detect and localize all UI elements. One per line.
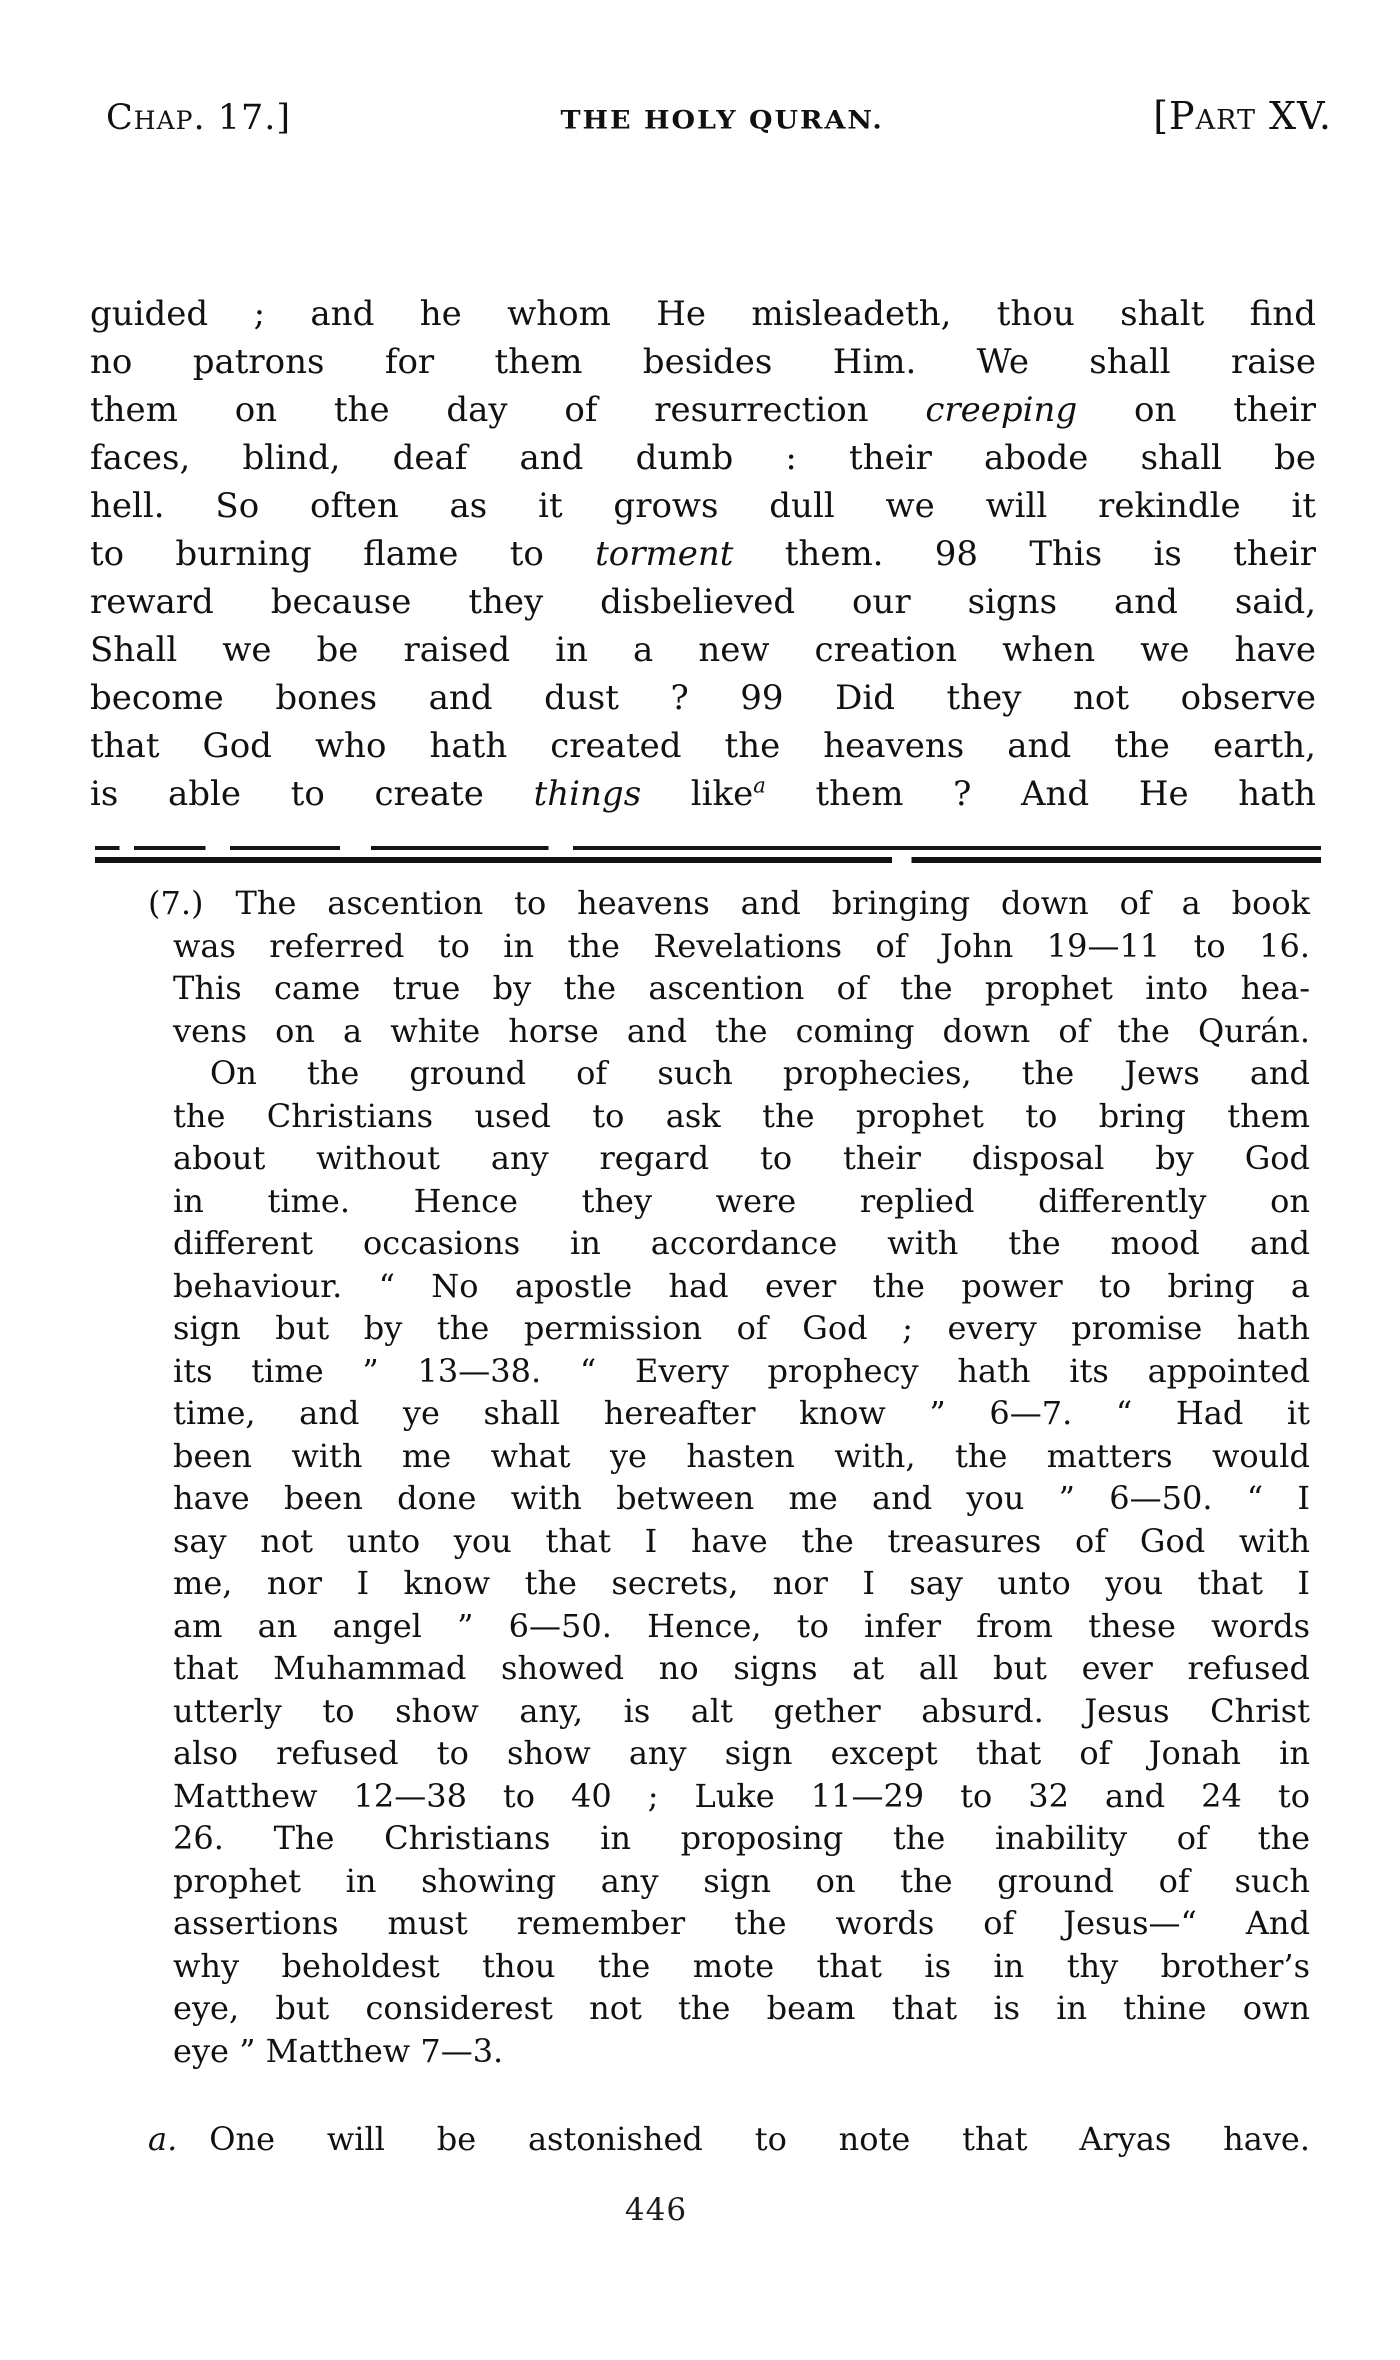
text-line: behaviour. “ No apostle had ever the power to bring a bbox=[173, 1266, 1310, 1305]
text-line: This came true by the ascention of the prophet into hea- bbox=[173, 969, 1310, 1007]
text-line: was referred to in the Revelations of John 19—11 to 16. bbox=[173, 926, 1310, 965]
text-line: that God who hath created the heavens and the earth, bbox=[90, 726, 1316, 766]
chapter-label: Chap. 17.] bbox=[106, 98, 292, 138]
text-line: in time. Hence they were replied differently on bbox=[173, 1181, 1310, 1220]
book-title: THE HOLY QURAN. bbox=[560, 106, 884, 135]
text-line: a. One will be astonished to note that Aryas have. bbox=[148, 2120, 1310, 2158]
text-line: is able to create things like$^a$ them ? And He hath bbox=[90, 772, 1317, 814]
page-number: 446 bbox=[624, 2192, 688, 2228]
footnote-a bbox=[148, 2118, 1310, 2160]
scripture-paragraph bbox=[90, 290, 1316, 818]
text-line: sign but by the permission of God ; every promise hath bbox=[173, 1309, 1310, 1347]
text-line: me, nor I know the secrets, nor I say unto you that I bbox=[173, 1564, 1310, 1602]
separator-double-rule bbox=[95, 846, 1321, 863]
text-line: say not unto you that I have the treasures of God with bbox=[173, 1521, 1310, 1560]
page-header bbox=[106, 94, 1332, 138]
text-line: its time ” 13—38. “ Every prophecy hath its appointed bbox=[173, 1351, 1310, 1390]
text-line: hell. So often as it grows dull we will rekindle it bbox=[90, 486, 1316, 526]
text-line: 26. The Christians in proposing the inability of the bbox=[173, 1819, 1310, 1857]
text-line: why beholdest thou the mote that is in thy brother’s bbox=[173, 1946, 1310, 1985]
text-line: am an angel ” 6—50. Hence, to infer from these words bbox=[173, 1606, 1310, 1645]
text-line: prophet in showing any sign on the ground of such bbox=[173, 1861, 1310, 1900]
text-line: time, and ye shall hereafter know ” 6—7. “ Had it bbox=[173, 1394, 1310, 1432]
text-line: assertions must remember the words of Jesus—“ And bbox=[173, 1904, 1310, 1942]
text-line: different occasions in accordance with the mood and bbox=[173, 1224, 1310, 1262]
text-line: that Muhammad showed no signs at all but ever refused bbox=[173, 1649, 1310, 1687]
text-line: On the ground of such prophecies, the Jews and bbox=[210, 1054, 1310, 1092]
text-line: Shall we be raised in a new creation when we have bbox=[90, 630, 1316, 670]
text-line: utterly to show any, is alt gether absurd. Jesus Christ bbox=[173, 1691, 1310, 1730]
separator-rule-top bbox=[95, 846, 1321, 850]
text-line: become bones and dust ? 99 Did they not observe bbox=[90, 678, 1316, 718]
text-line: been with me what ye hasten with, the matters would bbox=[173, 1436, 1310, 1475]
text-line: eye, but considerest not the beam that is in thine own bbox=[173, 1989, 1310, 2027]
text-line: eye ” Matthew 7—3. bbox=[173, 2031, 504, 2070]
text-line: to burning flame to torment them. 98 This is their bbox=[90, 534, 1316, 574]
text-line: faces, blind, deaf and dumb : their abode shall be bbox=[90, 438, 1316, 478]
text-line: them on the day of resurrection creeping on their bbox=[90, 390, 1316, 430]
part-label: [Part XV. bbox=[1153, 94, 1332, 138]
text-line: no patrons for them besides Him. We shall raise bbox=[90, 342, 1316, 382]
text-line: Matthew 12—38 to 40 ; Luke 11—29 to 32 and 24 to bbox=[173, 1776, 1310, 1815]
text-line: the Christians used to ask the prophet to bring them bbox=[173, 1096, 1310, 1135]
text-line: guided ; and he whom He misleadeth, thou shalt find bbox=[90, 294, 1316, 334]
text-line: (7.) The ascention to heavens and bringing down of a book bbox=[148, 884, 1310, 922]
text-line: also refused to show any sign except that of Jonah in bbox=[173, 1734, 1310, 1772]
text-line: about without any regard to their disposal by God bbox=[173, 1139, 1310, 1177]
footnote-7 bbox=[148, 882, 1310, 2072]
text-line: have been done with between me and you ” 6—50. “ I bbox=[173, 1479, 1310, 1517]
text-line: reward because they disbelieved our signs and said, bbox=[90, 582, 1316, 622]
text-line: vens on a white horse and the coming down of the Qurán. bbox=[173, 1011, 1310, 1050]
separator-rule-bottom bbox=[95, 857, 1321, 863]
